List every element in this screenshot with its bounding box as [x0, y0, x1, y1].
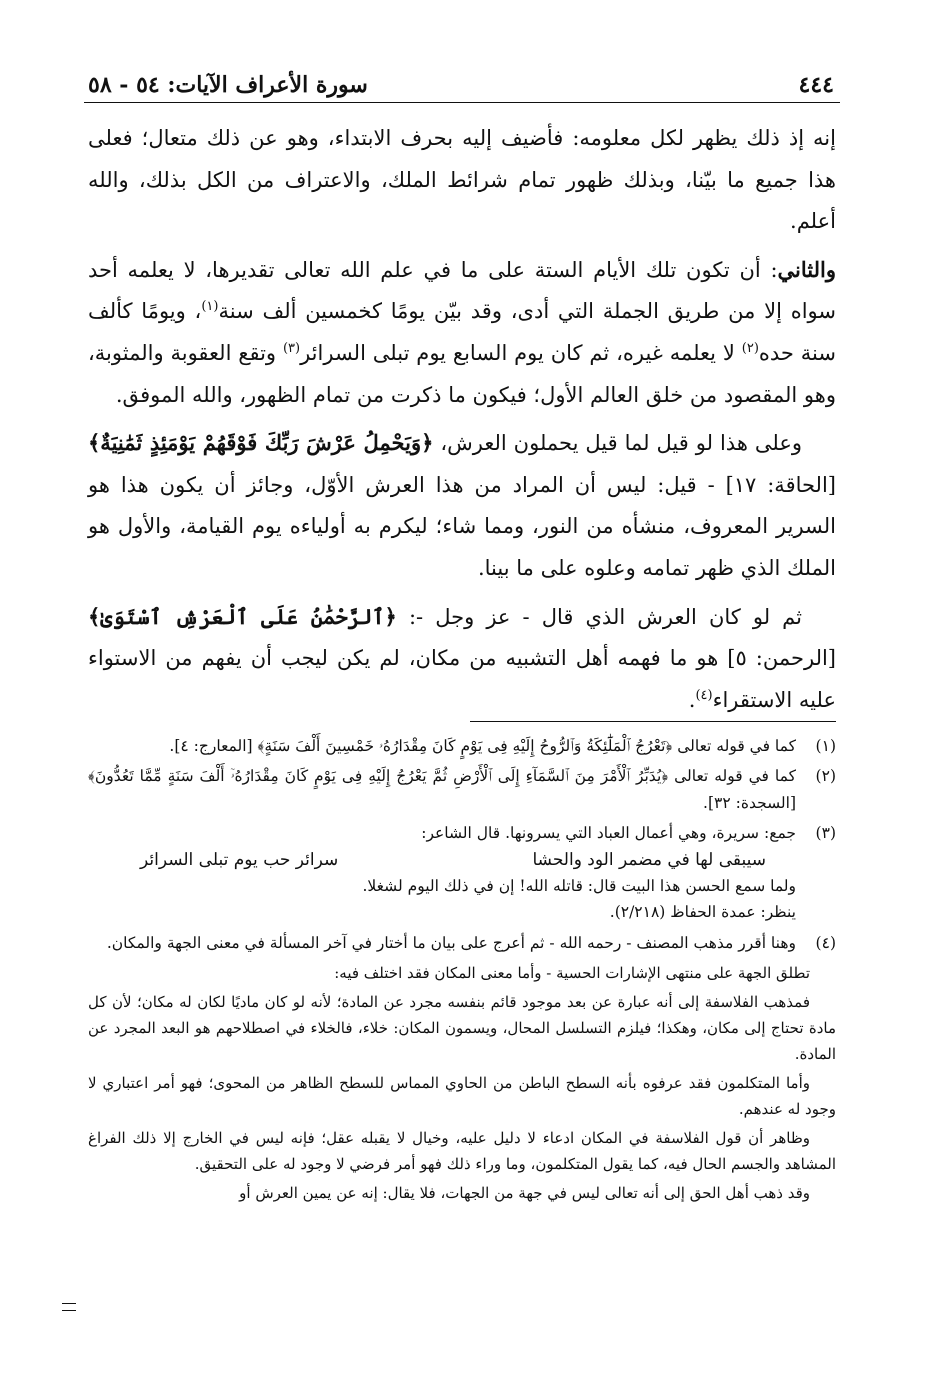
footnote-ref-2[interactable]: (٢)	[741, 340, 759, 356]
footnote-text: كما في قوله تعالى ﴿تَعْرُجُ ٱلْمَلَٰٓئِكَةُ وَٱلرُّوحُ إِلَيْهِ فِى يَوْمٍ كَانَ مِقْدَارُهُۥ خَمْسِينَ أَلْفَ سَنَةٍ﴾ [المعارج: ٤].	[169, 737, 796, 755]
continuation-mark	[62, 1303, 76, 1311]
poem-hemistich-2: سرائر حب يوم تبلى السرائر	[140, 849, 339, 870]
page-header	[88, 58, 834, 98]
chapter-title: سورة الأعراف الآيات: ٥٤ - ٥٨	[88, 72, 368, 98]
footnote-ref-3[interactable]: (٣)	[282, 340, 301, 356]
paragraph-1: إنه إذ ذلك يظهر لكل معلومه: فأضيف إليه بحرف الابتداء، وهو عن ذلك متعال؛ فعلى هذا جميع ما بيّنا، وبذلك ظهور تمام شرائط الملك، والاعتراف من الكل بذلك، والله أعلم.	[88, 126, 836, 234]
footnote-paragraph: وأما المتكلمون فقد عرفوه بأنه السطح الباطن من الحاوي المماس للسطح الظاهر من المحوى؛ فهو أمر اعتباري لا وجود له عندهم.	[88, 1073, 836, 1119]
footnote-paragraph: وظاهر أن قول الفلاسفة في المكان ادعاء لا دليل عليه، وخيال لا يقبله عقل؛ فإنه ليس في الخارج إلا ذلك الفراغ المشاهد والجسم الحال فيه، كما يقول المتكلمون، وما وراء ذلك فهو أمر فرضي لا وجود له على التحقيق.	[88, 1128, 836, 1174]
paragraph-4: ثم لو كان العرش الذي قال - عز وجل -: ﴿ٱلرَّحْمَٰنُ عَلَى ٱلْعَرْشِ ٱسْتَوَىٰ﴾ [الرحمن: ٥] هو ما فهمه أهل التشبيه من مكان، لم يكن ليجب أن يفهم من الاستواء عليه الاستقراء$^{(٤)}$.	[88, 603, 836, 712]
footnotes	[88, 733, 836, 1208]
footnote-ref-1[interactable]: (١)	[201, 299, 219, 315]
footnote-number: (٣)	[815, 824, 836, 843]
footnote-ref-4[interactable]: (٤)	[695, 687, 713, 703]
page-number: ٤٤٤	[798, 72, 834, 98]
footnote-2	[88, 763, 836, 816]
footnote-4	[88, 930, 836, 956]
footnote-number: (١)	[815, 737, 836, 755]
paragraph-3: وعلى هذا لو قيل لما قيل يحملون العرش، ﴿وَيَحْمِلُ عَرْشَ رَبِّكَ فَوْقَهُمْ يَوْمَئِذٍ ثَمَٰنِيَةٌ﴾ [الحاقة: ١٧] - قيل: ليس أن المراد من هذا العرش الأوّل، وجائز أن يكون هذا هو السرير المعروف، منشأه من النور، ومما شاء؛ ليكرم به أولياءه يوم القيامة، والأول هو الملك الذي ظهر تمامه وعلوه على ما بينا.	[88, 430, 836, 580]
footnote-number: (٢)	[815, 767, 836, 786]
footnote-4-continued	[88, 960, 836, 1206]
footnote-rule	[470, 721, 836, 722]
footnote-paragraph: تطلق الجهة على منتهى الإشارات الحسية - وأما معنى المكان فقد اختلف فيه:	[334, 964, 810, 983]
footnote-number: (٤)	[815, 933, 836, 952]
footnote-1	[88, 733, 836, 759]
poem-verse	[88, 847, 796, 873]
main-text	[88, 118, 836, 727]
footnote-text: وهنا أقرر مذهب المصنف - رحمه الله - ثم أعرج على بيان ما أختار في آخر المسألة في معنى الجهة والمكان.	[106, 933, 796, 952]
poem-hemistich-1: سيبقى لها في مضمر الود والحشا	[532, 849, 766, 870]
footnote-text: كما في قوله تعالى ﴿يُدَبِّرُ ٱلْأَمْرَ مِنَ ٱلسَّمَآءِ إِلَى ٱلْأَرْضِ ثُمَّ يَعْرُجُ إِلَيْهِ فِى يَوْمٍ كَانَ مِقْدَارُهُۥٓ أَلْفَ سَنَةٍ مِّمَّا تَعُدُّونَ﴾ [السجدة: ٣٢].	[88, 767, 796, 812]
footnote-reference: ينظر: عمدة الحفاظ (٢/٢١٨).	[609, 903, 796, 922]
footnote-paragraph: فمذهب الفلاسفة إلى أنه عبارة عن بعد موجود قائم بنفسه مجرد عن المادة؛ لأنه لو كان ماديًا لكان له مكان؛ لأن كل مادة تحتاج إلى مكان، وهكذا؛ فيلزم التسلسل المحال، ويسمون المكان: خلاء، فالخلاء في اصطلاحهم هو البعد المجرد عن المادة.	[88, 992, 836, 1064]
paragraph-2: والثاني: أن تكون تلك الأيام الستة على ما في علم الله تعالى تقديرها، لا يعلمه أحد سواه إلا من طريق الجملة التي أدى، وقد بيّن يومًا كخمسين ألف سنة$^{(١)}$، ويومًا كألف سنة حده$^{(٢)}$ لا يعلمه غيره، ثم كان يوم السابع يوم تبلى السرائر$^{(٣)}$ وتقع العقوبة والمثوبة، وهو المقصود من خلق العالم الأول؛ فيكون ما ذكرت من تمام الظهور، والله الموفق.	[88, 256, 836, 407]
header-rule	[84, 102, 840, 103]
footnote-text: جمع: سريرة، وهي أعمال العباد التي يسرونها. قال الشاعر:	[421, 824, 796, 843]
footnote-paragraph: وقد ذهب أهل الحق إلى أنه تعالى ليس في جهة من الجهات، فلا يقال: إنه عن يمين العرش أو	[239, 1183, 810, 1202]
quran-verse: ﴿وَيَحْمِلُ عَرْشَ رَبِّكَ فَوْقَهُمْ يَوْمَئِذٍ ثَمَٰنِيَةٌ﴾	[88, 430, 434, 456]
paragraph-2-lead: والثاني	[777, 256, 836, 282]
quran-verse: ﴿ٱلرَّحْمَٰنُ عَلَى ٱلْعَرْشِ ٱسْتَوَىٰ﴾	[88, 603, 397, 629]
footnote-3	[88, 820, 836, 926]
footnote-text: ولما سمع الحسن هذا البيت قال: قاتله الله! إن في ذلك اليوم لشغلا.	[362, 877, 796, 896]
